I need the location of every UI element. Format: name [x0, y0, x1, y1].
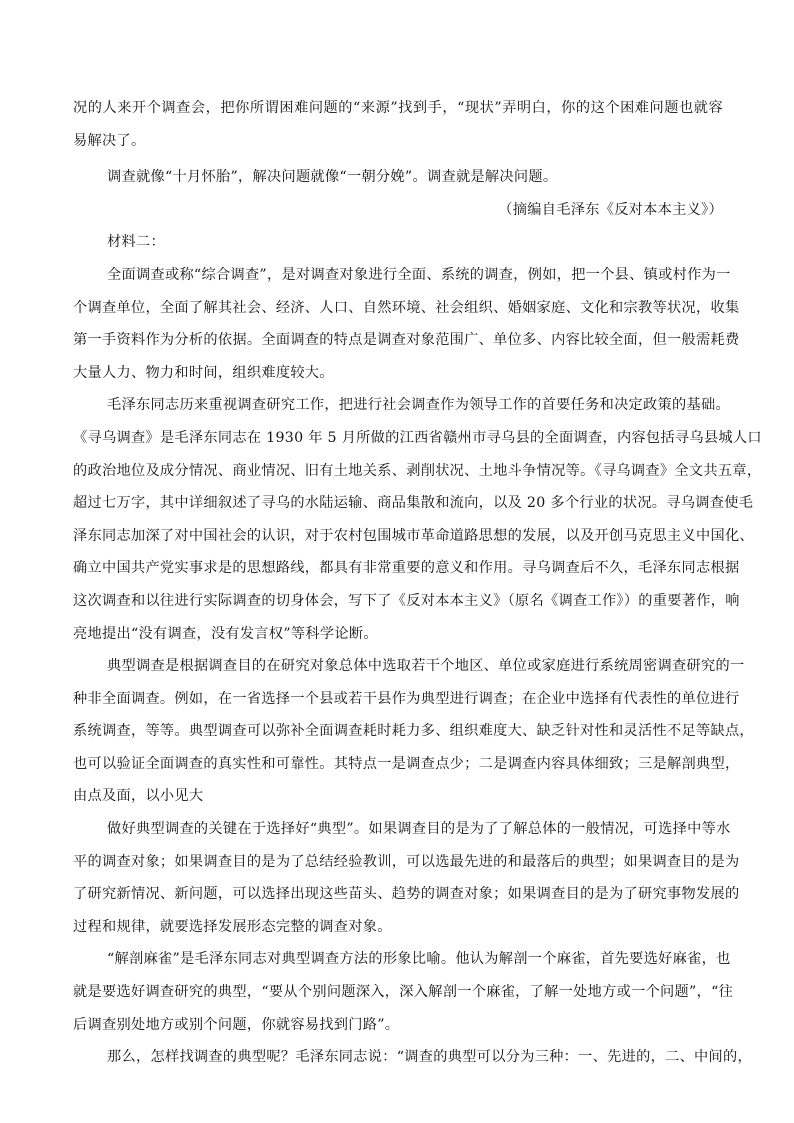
- text-line: 确立中国共产党实事求是的思想路线，都具有非常重要的意义和作用。寻乌调查后不久，毛泽东同志根据: [73, 560, 740, 577]
- text-line: 个调查单位，全面了解其社会、经济、人口、自然环境、社会组织、婚姻家庭、文化和宗教等状况，收集: [73, 299, 740, 316]
- text-line: 大量人力、物力和时间，组织难度较大。: [73, 364, 334, 381]
- text-line: 了研究新情况、新问题，可以选择出现这些苗头、趋势的调查对象；如果调查目的是为了研究事物发展的: [73, 886, 740, 903]
- text-line: 超过七万字，其中详细叙述了寻乌的水陆运输、商品集散和流向，以及 20 多个行业的状况。寻乌调查使毛: [73, 495, 754, 512]
- text-line: 那么，怎样找调查的典型呢？毛泽东同志说：“调查的典型可以分为三种：一、先进的，二、中间的，: [107, 1049, 753, 1066]
- text-line: “解剖麻雀”是毛泽东同志对典型调查方法的形象比喻。他认为解剖一个麻雀，首先要选好麻雀，也: [107, 951, 731, 968]
- text-line: 平的调查对象；如果调查目的是为了总结经验教训，可以选最先进的和最落后的典型；如果调查目的是为: [73, 853, 740, 870]
- text-line: 亮地提出“没有调查，没有发言权”等科学论断。: [73, 625, 378, 642]
- text-line: 易解决了。: [73, 132, 146, 149]
- text-line: 种非全面调查。例如，在一省选择一个县或若干县作为典型进行调查；在企业中选择有代表性的单位进行: [73, 690, 740, 707]
- text-line: 典型调查是根据调查目的在研究对象总体中选取若干个地区、单位或家庭进行系统周密调查研究的一: [107, 658, 745, 675]
- text-line: 《寻乌调查》是毛泽东同志在 1930 年 5 月所做的江西省赣州市寻乌县的全面调查，内容包括寻乌县城人口: [73, 429, 762, 446]
- source-citation: （摘编自毛泽东《反对本本主义》）: [498, 201, 723, 218]
- text-line: 也可以验证全面调查的真实性和可靠性。其特点一是调查点少；二是调查内容具体细致；三是解剖典型，: [73, 755, 740, 772]
- text-line: 全面调查或称“综合调查”，是对调查对象进行全面、系统的调查，例如，把一个县、镇或村作为一: [107, 266, 731, 283]
- text-line: 的政治地位及成分情况、商业情况、旧有土地关系、剥削状况、土地斗争情况等。《寻乌调查》全文共五章，: [73, 462, 762, 479]
- text-line: 系统调查，等等。典型调查可以弥补全面调查耗时耗力多、组织难度大、缺乏针对性和灵活性不足等缺点，: [73, 723, 754, 740]
- text-line: 这次调查和以往进行实际调查的切身体会，写下了《反对本本主义》（原名《调查工作》）的重要著作，响: [73, 592, 740, 609]
- text-line: 泽东同志加深了对中国社会的认识，对于农村包围城市革命道路思想的发展，以及开创马克思主义中国化、: [73, 527, 754, 544]
- text-line: 就是要选好调查研究的典型，“要从个别问题深入，深入解剖一个麻雀，了解一处地方或一个问题”，“往: [73, 984, 734, 1001]
- text-line: 做好典型调查的关键在于选择好“典型”。如果调查目的是为了了解总体的一般情况，可选择中等水: [107, 821, 731, 838]
- text-line: 调查就像“十月怀胎”，解决问题就像“一朝分娩”。调查就是解决问题。: [107, 169, 558, 186]
- text-line: 过程和规律，就要选择发展形态完整的调查对象。: [73, 918, 392, 935]
- text-line: 由点及面，以小见大: [73, 788, 204, 805]
- document-body: [73, 92, 762, 1074]
- text-line: 后调查别处地方或别个问题，你就容易找到门路”。: [73, 1016, 400, 1033]
- text-line: 毛泽东同志历来重视调查研究工作，把进行社会调查作为领导工作的首要任务和决定政策的基础。: [107, 397, 730, 414]
- text-line: 况的人来开个调查会，把你所谓困难问题的“来源”找到手，“现状”弄明白，你的这个困难问题也就容: [73, 100, 723, 116]
- text-line: 第一手资料作为分析的依据。全面调查的特点是调查对象范围广、单位多、内容比较全面，但一般需耗费: [73, 332, 740, 349]
- section-heading: 材料二：: [107, 234, 165, 251]
